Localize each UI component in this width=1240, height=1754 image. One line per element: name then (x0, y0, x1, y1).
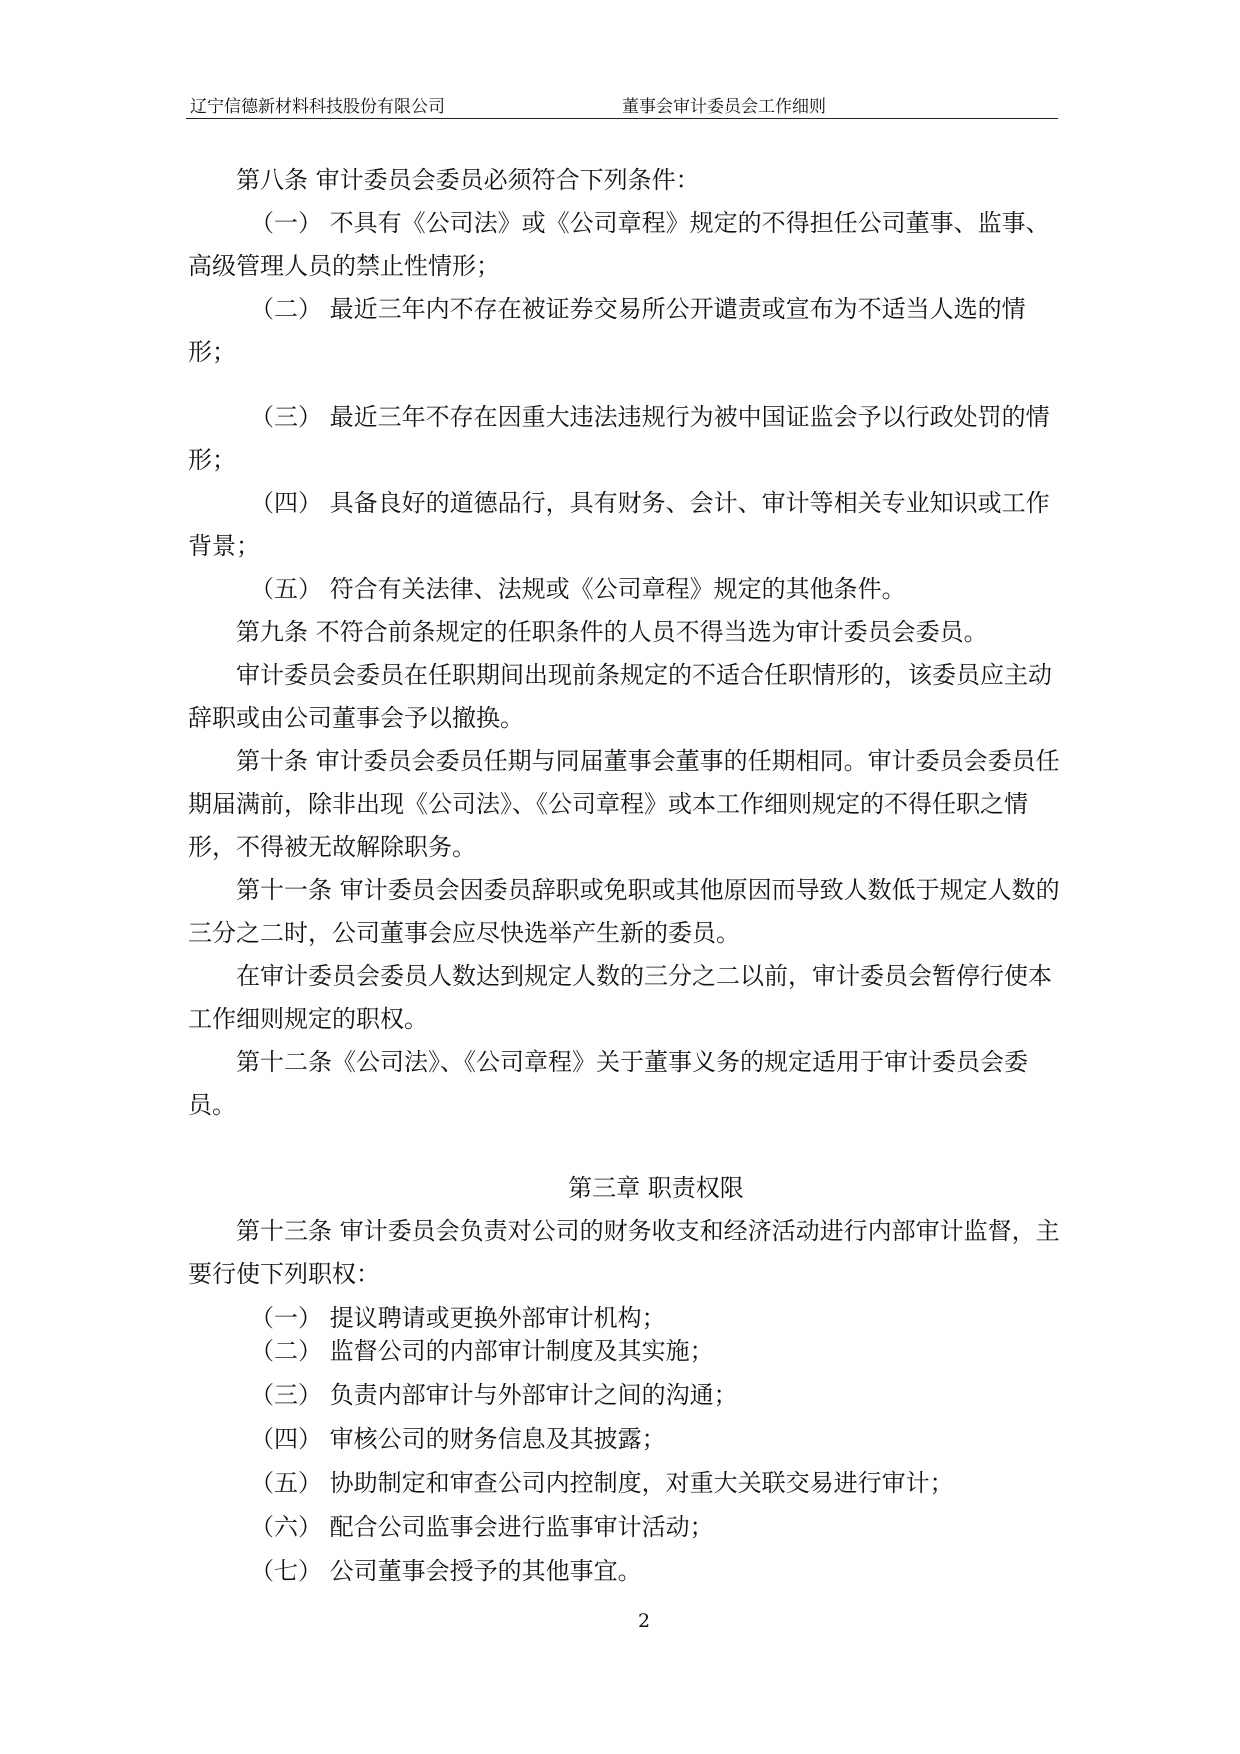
document-body (188, 159, 1068, 1599)
article-9-clause-2: 审计委员会委员在任职期间出现前条规定的不适合任职情形的，该委员应主动辞职或由公司董事会予以撤换。 (188, 661, 1052, 732)
condition-5: （五） 符合有关法律、法规或《公司章程》规定的其他条件。 (250, 575, 906, 603)
page-number: 2 (637, 1610, 651, 1632)
condition-3: （三） 最近三年不存在因重大违法违规行为被中国证监会予以行政处罚的情形； (188, 403, 1050, 474)
article-8: 第八条 审计委员会委员必须符合下列条件： (236, 166, 700, 194)
duty-item: （四） 审核公司的财务信息及其披露； (250, 1425, 666, 1453)
condition-2: （二） 最近三年内不存在被证券交易所公开谴责或宣布为不适当人选的情形； (188, 295, 1026, 366)
company-name: 辽宁信德新材料科技股份有限公司 (190, 97, 445, 117)
article-11-clause-2: 在审计委员会委员人数达到规定人数的三分之二以前，审计委员会暂停行使本工作细则规定的职权。 (188, 962, 1052, 1033)
duties-list (188, 1302, 1068, 1588)
document-title: 董事会审计委员会工作细则 (622, 97, 826, 117)
article-9: 第九条 不符合前条规定的任职条件的人员不得当选为审计委员会委员。 (236, 618, 988, 646)
condition-1: （一） 不具有《公司法》或《公司章程》规定的不得担任公司董事、监事、高级管理人员的禁止性情形； (188, 209, 1050, 280)
article-11: 第十一条 审计委员会因委员辞职或免职或其他原因而导致人数低于规定人数的三分之二时，公司董事会应尽快选举产生新的委员。 (188, 876, 1060, 947)
duty-item: （六） 配合公司监事会进行监事审计活动； (250, 1513, 714, 1541)
duty-item: （七） 公司董事会授予的其他事宜。 (250, 1557, 642, 1585)
article-10: 第十条 审计委员会委员任期与同届董事会董事的任期相同。审计委员会委员任期届满前，除非出现《公司法》、《公司章程》或本工作细则规定的不得任职之情形，不得被无故解除职务。 (188, 747, 1060, 861)
condition-4: （四） 具备良好的道德品行，具有财务、会计、审计等相关专业知识或工作背景； (188, 489, 1050, 560)
duty-item: （五） 协助制定和审查公司内控制度，对重大关联交易进行审计； (250, 1469, 954, 1497)
article-13: 第十三条 审计委员会负责对公司的财务收支和经济活动进行内部审计监督，主要行使下列职权： (188, 1217, 1060, 1288)
duty-item: （二） 监督公司的内部审计制度及其实施； (250, 1337, 714, 1365)
duty-item: （一） 提议聘请或更换外部审计机构； (250, 1304, 666, 1332)
chapter-title: 第三章 职责权限 (568, 1174, 744, 1202)
page-header (186, 92, 1058, 119)
duty-item: （三） 负责内部审计与外部审计之间的沟通； (250, 1381, 738, 1409)
article-12: 第十二条《公司法》、《公司章程》关于董事义务的规定适用于审计委员会委员。 (188, 1048, 1028, 1119)
